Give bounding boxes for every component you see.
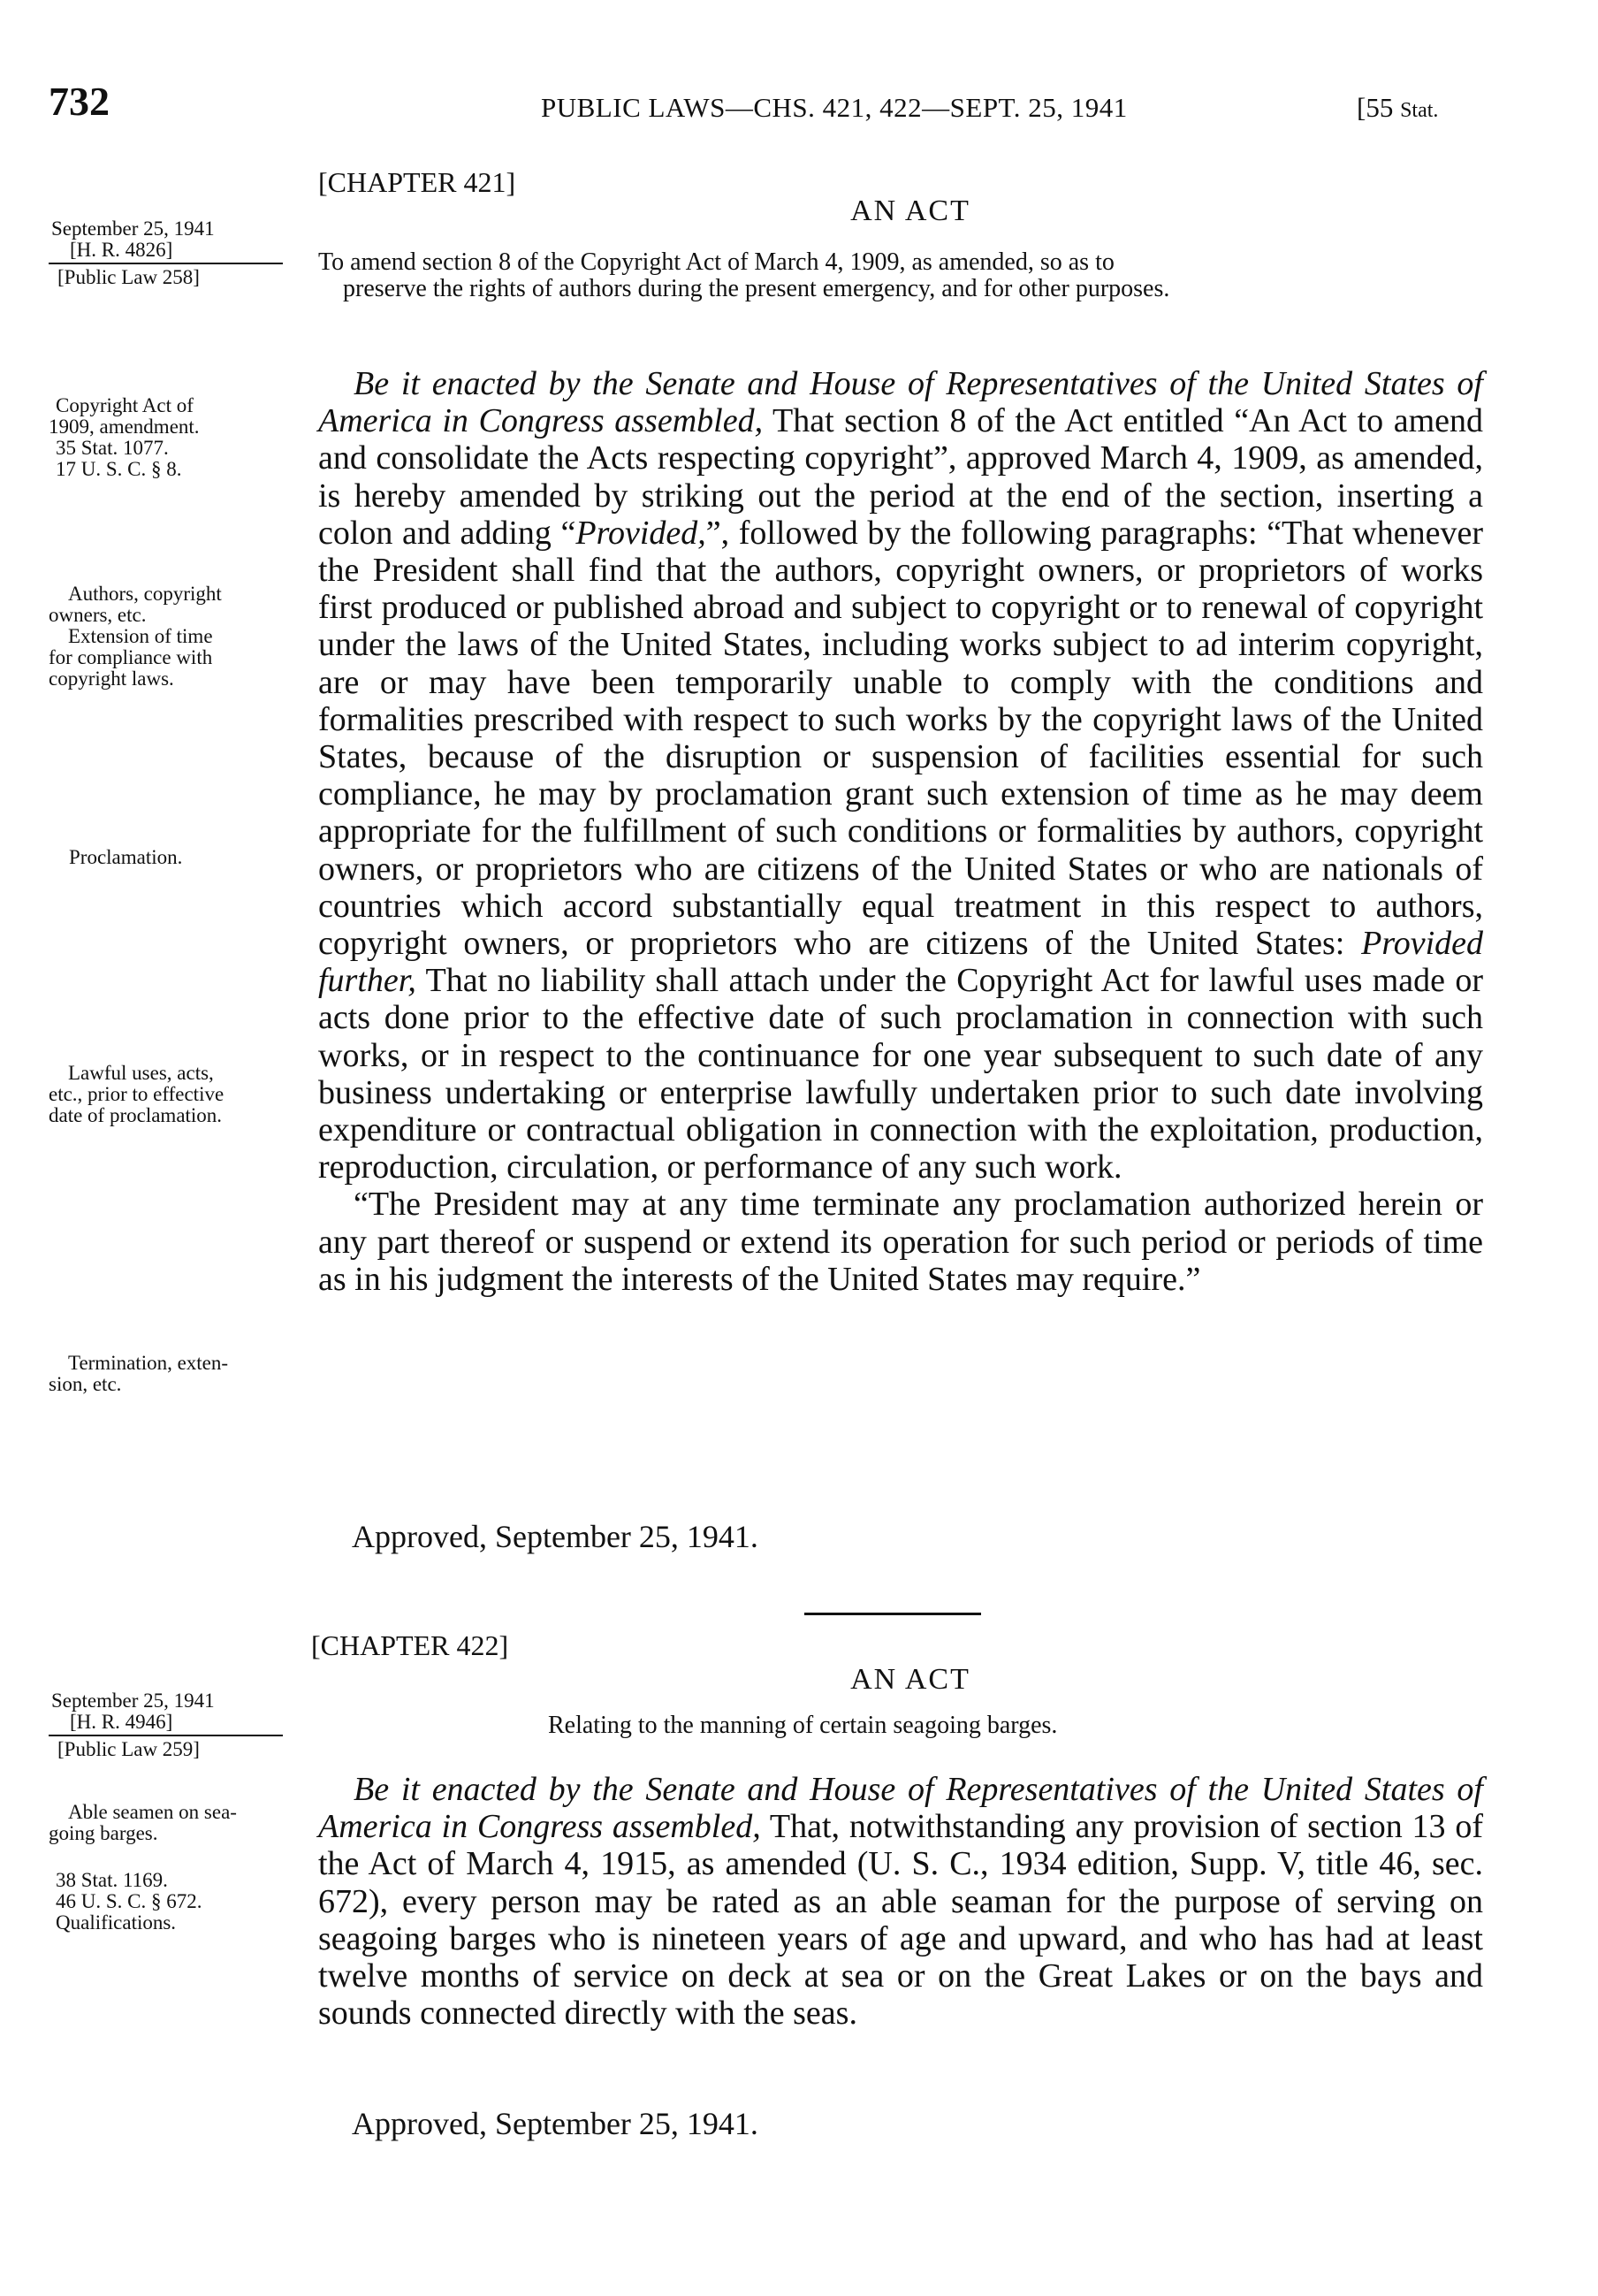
margin-line: Termination, exten-	[68, 1352, 229, 1374]
margin-line: etc., prior to effective	[49, 1083, 224, 1105]
ch421-purpose-first: To amend section 8 of the Copyright Act of March 4, 1909, as amended, so as to	[318, 248, 1115, 276]
margin-line: 38 Stat. 1169.	[56, 1869, 168, 1891]
ch421-paragraph-1	[318, 365, 1483, 1186]
margin-note-lawful-uses	[49, 1063, 287, 1126]
ch421-enacting-clause: Be it enacted by the Senate and House of Representatives of the United States of America in Congress assembled,	[318, 365, 1483, 440]
ch421-date: September 25, 1941	[51, 217, 215, 240]
margin-line: 17 U. S. C. § 8.	[56, 458, 182, 480]
ch421-bill: [H. R. 4826]	[70, 239, 173, 261]
chapter-divider	[804, 1613, 981, 1615]
ch421-provided-further: Provided further,	[318, 925, 1483, 1000]
margin-line: Able seamen on sea-	[68, 1801, 237, 1823]
margin-line: 35 Stat. 1077.	[56, 437, 169, 459]
ch421-text-1: That section 8 of the Act entitled “An Act to amend and consolidate the Acts respecting copyright”, approved March 4, 1909, as amended, is hereby amended by striking out the period at the end of the section, inserting a colon and adding “	[318, 402, 1484, 552]
margin-line: Qualifications.	[56, 1911, 177, 1934]
ch421-text-2: ”, followed by the following paragraphs: “That whenever the President shall find that the authors, copyright owners, or proprietors of works first produced or published abroad and subject to copyright or to renewal of copyright under the laws of the United States, including works subject to ad interim copyright, are or may have been temporarily unable to comply with the conditions and formalities prescribed with respect to such works by the copyright laws of the United States, because of the disruption or suspension of facilities essential for such compliance, he may by proclamation grant such extension of time as he may deem appropriate for the fulfillment of such conditions or formalities by authors, copyright owners, or proprietors who are citizens of the United States or who are nationals of countries which accord substantially equal treatment in this respect to authors, copyright owners, or proprietors who are citizens of the United States:	[318, 514, 1483, 963]
margin-note-authors	[49, 584, 287, 690]
ch422-date: September 25, 1941	[51, 1690, 215, 1712]
ch422-margin-rule	[49, 1735, 283, 1736]
running-head: PUBLIC LAWS—CHS. 421, 422—SEPT. 25, 1941	[541, 92, 1128, 123]
margin-note-able-seamen	[49, 1802, 287, 1844]
margin-note-statutes	[49, 1870, 287, 1934]
ch422-bill: [H. R. 4946]	[70, 1711, 173, 1733]
margin-note-proclamation: Proclamation.	[69, 846, 183, 868]
ch421-purpose	[318, 249, 1503, 302]
margin-note-termination	[49, 1353, 287, 1395]
ch421-approved: Approved, September 25, 1941.	[352, 1519, 758, 1554]
margin-line: Authors, copyright	[68, 583, 222, 605]
ch422-purpose: Relating to the manning of certain seagoing barges.	[548, 1712, 1058, 1739]
margin-line: Extension of time	[68, 625, 213, 647]
ch421-margin-rule	[49, 263, 283, 264]
ch422-an-act: AN ACT	[850, 1663, 970, 1696]
page-number: 732	[49, 79, 110, 124]
ch421-public-law: [Public Law 258]	[57, 266, 200, 288]
ch422-enacting-clause: Be it enacted by the Senate and House of Representatives of the United States of America in Congress assembled,	[318, 1771, 1483, 1846]
ch422-margin-citation	[49, 1690, 283, 1760]
margin-line: copyright laws.	[49, 667, 174, 690]
volume-prefix: [55	[1357, 92, 1401, 123]
margin-line: for compliance with	[49, 646, 213, 668]
ch421-chapter-label: [CHAPTER 421]	[318, 166, 516, 198]
margin-line: sion, etc.	[49, 1373, 122, 1395]
volume-reference	[1357, 94, 1438, 121]
margin-line: Copyright Act of	[56, 394, 194, 416]
ch421-an-act: AN ACT	[850, 195, 970, 227]
margin-line: 46 U. S. C. § 672.	[56, 1890, 202, 1912]
ch421-purpose-rest: preserve the rights of authors during the present emergency, and for other purposes.	[343, 275, 1170, 302]
ch421-body	[318, 365, 1483, 1298]
margin-line: going barges.	[49, 1822, 158, 1844]
ch422-paragraph-1	[318, 1771, 1483, 2032]
ch421-provided: Provided,	[575, 514, 706, 552]
volume-suffix: Stat.	[1400, 99, 1439, 122]
margin-line: owners, etc.	[49, 604, 147, 626]
ch421-text-3: That no liability shall attach under the Copyright Act for lawful uses made or acts done prior to the effective date of such proclamation in connection with such works, or in respect to the continuance for one year subsequent to such date of any business undertaking or enterprise lawfully undertaken prior to such date involving expenditure or contractual obligation in connection with the exploitation, production, reproduction, circulation, or performance of any such work.	[318, 962, 1483, 1186]
ch421-paragraph-2: “The President may at any time terminate any proclamation authorized herein or any part thereof or suspend or extend its operation for such period or periods of time as in his judgment the interests of the United States may require.”	[318, 1186, 1483, 1298]
margin-line: date of proclamation.	[49, 1104, 223, 1126]
margin-line: Lawful uses, acts,	[68, 1062, 214, 1084]
ch422-approved: Approved, September 25, 1941.	[352, 2106, 758, 2141]
ch422-body	[318, 1771, 1483, 2032]
margin-line: 1909, amendment.	[49, 416, 200, 438]
ch422-public-law: [Public Law 259]	[57, 1738, 200, 1760]
ch422-chapter-label: [CHAPTER 422]	[311, 1629, 509, 1661]
margin-note-copyright-act	[49, 395, 287, 480]
ch421-margin-citation	[49, 218, 283, 288]
ch422-text-1: That, notwithstanding any provision of section 13 of the Act of March 4, 1915, as amended (U. S. C., 1934 edition, Supp. V, title 46, sec. 672), every person may be rated as an able seaman for the purpose of serving on seagoing barges who is nineteen years of age and upward, and who has had at least twelve months of service on deck at sea or on the Great Lakes or on the bays and sounds connected directly with the seas.	[318, 1808, 1484, 2033]
